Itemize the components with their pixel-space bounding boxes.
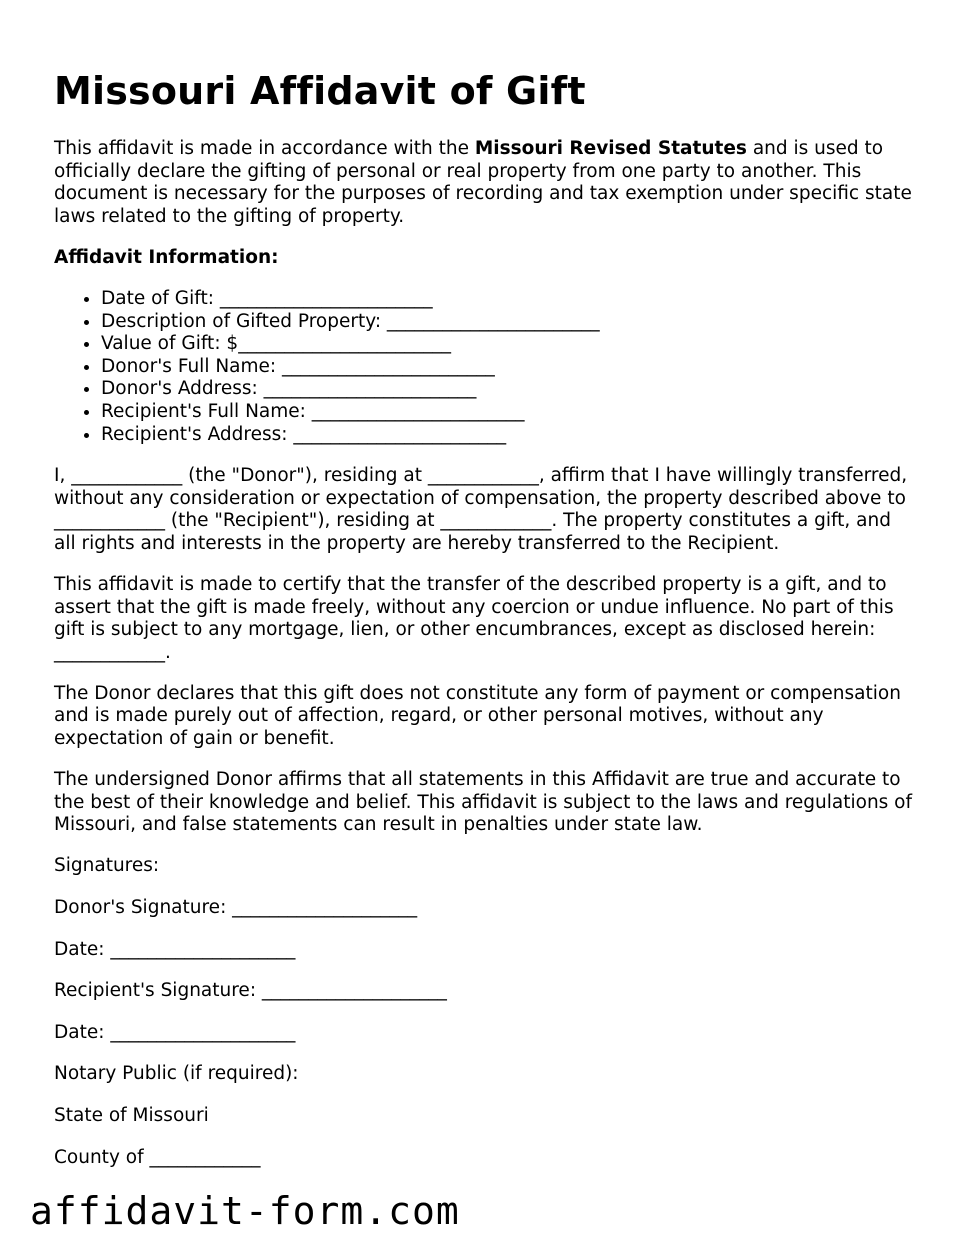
donor-date-line: Date: ____________________ bbox=[54, 938, 296, 960]
document-title: Missouri Affidavit of Gift bbox=[54, 69, 586, 113]
info-item-donor-name: • Donor's Full Name: _______________________ bbox=[101, 356, 916, 379]
signatures-heading: Signatures: bbox=[54, 855, 160, 877]
affirmation-paragraph: The undersigned Donor affirms that all statements in this Affidavit are true and accurate to the best of their knowledge and belief. This affidavit is subject to the laws and regulations of Missouri, and false statements can result in penalties under state law. bbox=[54, 769, 913, 836]
recipient-signature-line: Recipient's Signature: ____________________ bbox=[54, 980, 447, 1002]
site-watermark: affidavit-form.com bbox=[30, 1189, 460, 1233]
info-list bbox=[54, 288, 916, 446]
info-item-recipient-address: • Recipient's Address: _______________________ bbox=[101, 424, 916, 447]
info-item-property-description: • Description of Gifted Property: _______________________ bbox=[101, 311, 916, 334]
intro-text-start: This affidavit is made in accordance with the bbox=[54, 138, 475, 159]
info-item-donor-address: • Donor's Address: _______________________ bbox=[101, 378, 916, 401]
info-item-value-of-gift: • Value of Gift: $_______________________ bbox=[101, 333, 916, 356]
intro-paragraph bbox=[54, 138, 916, 228]
intro-text-end: and is used to officially declare the gifting of personal or real property from one party to another. This document is necessary for the purposes of recording and tax exemption under specific state laws related to the gifting of property. bbox=[54, 138, 912, 227]
notary-heading: Notary Public (if required): bbox=[54, 1063, 299, 1085]
certification-paragraph: This affidavit is made to certify that the transfer of the described property is a gift, and to assert that the gift is made freely, without any coercion or undue influence. No part of this gift is subject to any mortgage, lien, or other encumbrances, except as disclosed herein: ____________. bbox=[54, 574, 894, 663]
recipient-date-line: Date: ____________________ bbox=[54, 1021, 296, 1043]
statute-name: Missouri Revised Statutes bbox=[474, 138, 747, 159]
info-item-recipient-name: • Recipient's Full Name: _______________________ bbox=[101, 401, 916, 424]
info-heading: Affidavit Information: bbox=[54, 246, 279, 268]
info-item-date-of-gift: • Date of Gift: _______________________ bbox=[101, 288, 916, 311]
state-line: State of Missouri bbox=[54, 1105, 209, 1126]
donor-signature-line: Donor's Signature: ____________________ bbox=[54, 897, 418, 919]
county-line: County of ____________ bbox=[54, 1146, 261, 1168]
affidavit-document bbox=[54, 66, 916, 1188]
transfer-paragraph: I, ____________ (the "Donor"), residing at ____________, affirm that I have willingly transferred, without any consideration or expectation of compensation, the property described above to ____________ (the "Recipient"), residing at ____________. The property constitutes a gift, and all rights and interests in the property are hereby transferred to the Recipient. bbox=[54, 465, 908, 554]
declaration-paragraph: The Donor declares that this gift does not constitute any form of payment or compensation and is made purely out of affection, regard, or other personal motives, without any expectation of gain or benefit. bbox=[54, 682, 901, 750]
